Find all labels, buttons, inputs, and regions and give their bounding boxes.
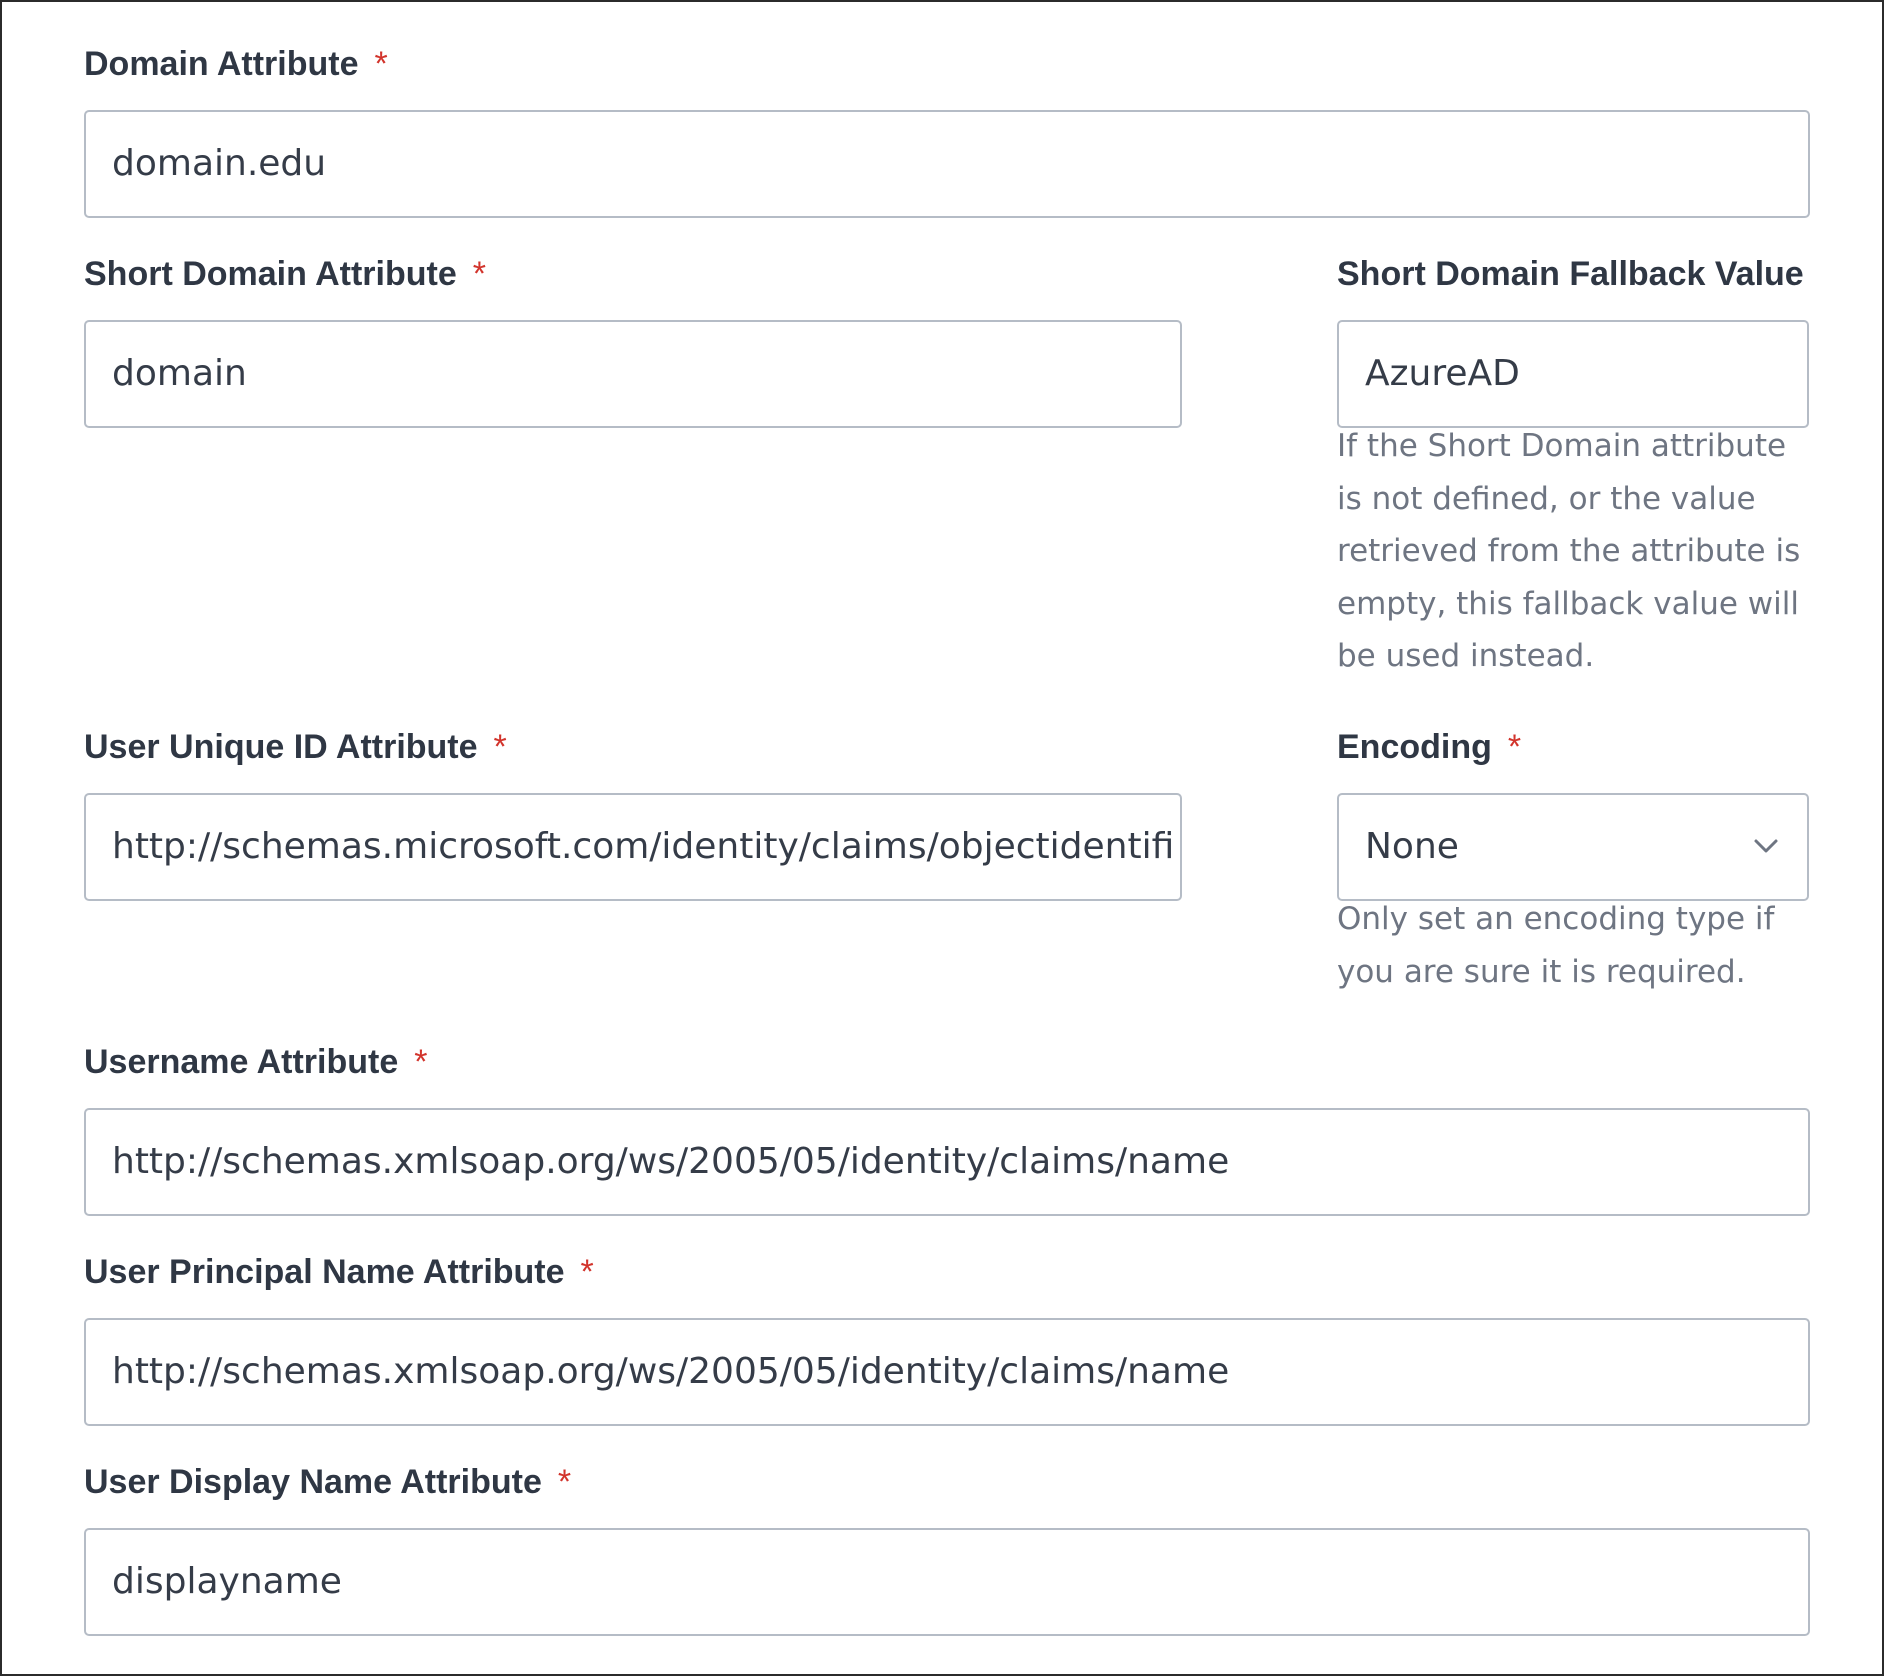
short-domain-fallback-help: If the Short Domain attribute is not defined, or the value retrieved from the attribute is empty, this fallback value will be used instead. [1337,428,1801,674]
required-mark: * [414,1043,428,1081]
required-mark: * [557,1463,572,1501]
short-domain-fallback-field [1337,254,1809,674]
required-mark: * [374,45,388,83]
short-domain-attribute-input[interactable]: domain [84,320,1182,428]
encoding-label: Encoding * [1337,728,1522,766]
user-display-name-field [84,1462,1810,1602]
encoding-help: Only set an encoding type if you are sure it is required. [1337,901,1775,990]
short-domain-fallback-label: Short Domain Fallback Value [1337,255,1804,293]
user-principal-name-field [84,1252,1810,1392]
domain-attribute-field [84,44,1810,184]
user-unique-id-input[interactable]: http://schemas.microsoft.com/identity/claims/objectidentifi [84,793,1182,901]
required-mark: * [472,255,486,293]
user-display-name-label: User Display Name Attribute * [84,1463,572,1501]
short-domain-attribute-field [84,254,1182,394]
required-mark: * [580,1253,594,1291]
required-mark: * [1507,728,1522,766]
short-domain-fallback-input[interactable]: AzureAD [1337,320,1809,428]
domain-attribute-input[interactable]: domain.edu [84,110,1810,218]
username-attribute-input[interactable]: http://schemas.xmlsoap.org/ws/2005/05/identity/claims/name [84,1108,1810,1216]
user-unique-id-field [84,727,1182,867]
username-attribute-field [84,1042,1810,1182]
required-mark: * [493,728,507,766]
domain-attribute-label: Domain Attribute * [84,45,388,83]
username-attribute-label: Username Attribute * [84,1043,428,1081]
user-principal-name-label: User Principal Name Attribute * [84,1253,594,1291]
short-domain-attribute-label: Short Domain Attribute * [84,255,486,293]
user-principal-name-input[interactable]: http://schemas.xmlsoap.org/ws/2005/05/identity/claims/name [84,1318,1810,1426]
chevron-down-icon [1751,831,1781,861]
user-display-name-input[interactable]: displayname [84,1528,1810,1636]
user-unique-id-label: User Unique ID Attribute * [84,728,507,766]
encoding-field [1337,727,1809,990]
encoding-select[interactable] [1337,793,1809,901]
encoding-selected-value: None [1365,826,1459,867]
